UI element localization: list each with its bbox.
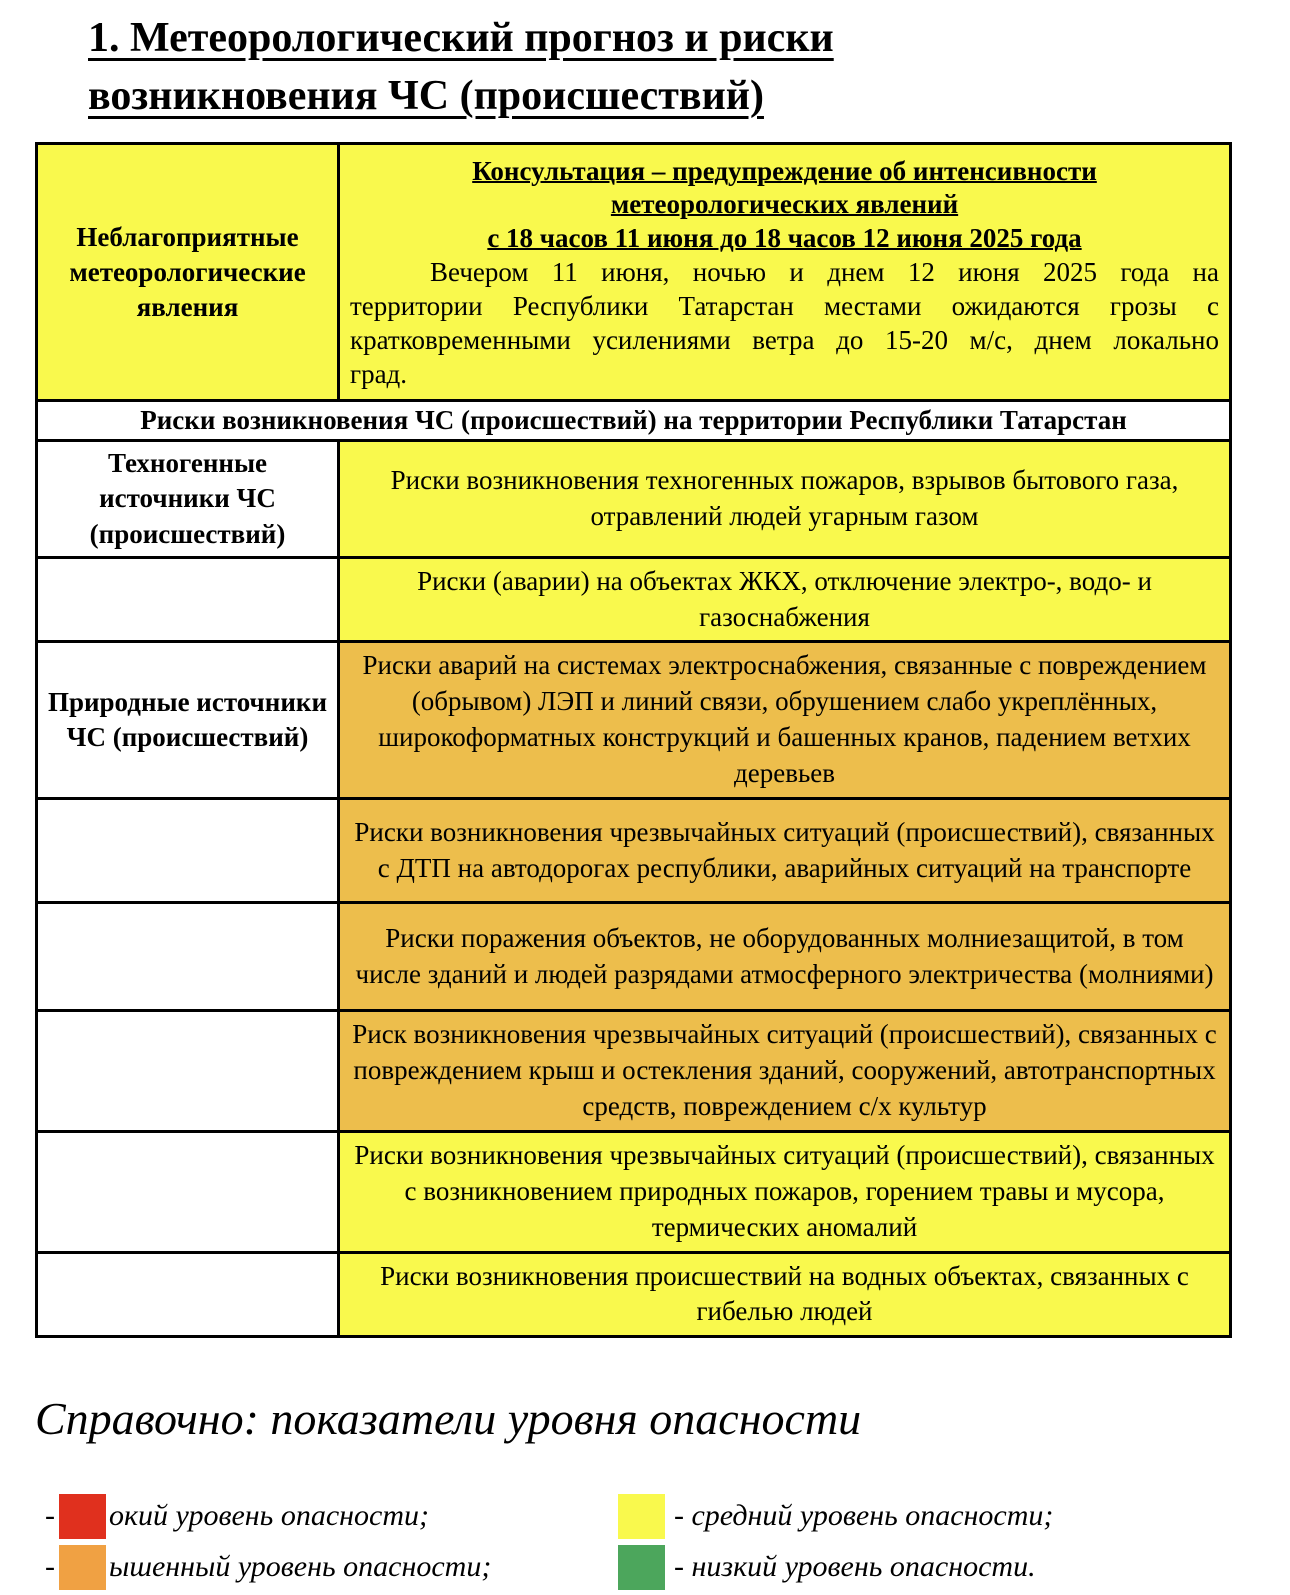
legend-item-medium [618,1493,1053,1539]
consultation-heading-line: с 18 часов 11 июня до 18 часов 12 июня 2025 года [487,222,1082,253]
document-page [0,10,1290,1584]
legend-item-high [45,1493,618,1539]
forecast-table [35,142,1232,1338]
legend-dash: - [45,1499,55,1533]
section-header: Риски возникновения ЧС (происшествий) на территории Республики Татарстан [38,402,1229,439]
source-cell [38,1012,340,1130]
legend-label-medium: - средний уровень опасности; [674,1499,1054,1533]
legend-label-elevated: ышенный уровень опасности; [109,1550,492,1584]
risk-cell: Риски возникновения чрезвычайных ситуаций (происшествий), связанных с ДТП на автодорогах республики, аварийных ситуаций на транспорте [340,800,1229,901]
consultation-body-line: территории Республики Татарстан местами ожидаются грозы с [350,291,1219,322]
legend-dash: - [45,1550,55,1584]
high-danger-swatch [59,1494,106,1539]
consultation-heading-line: метеорологических явлений [610,189,959,220]
source-cell [38,800,340,901]
consultation-body [350,255,1219,391]
source-cell [38,904,340,1009]
consultation-body-line: Вечером 11 июня, ночью и днем 12 июня 2025 года на [430,257,1219,288]
medium-danger-swatch [618,1494,665,1539]
table-row [38,1009,1229,1130]
source-cell-technogenic: Техногенные источники ЧС (происшествий) [38,442,340,555]
source-cell [38,559,340,641]
consultation-body-line: кратковременными усилениями ветра до 15-20 м/с, днем локально [350,325,1219,356]
table-row [38,901,1229,1009]
consultation-cell [340,145,1229,399]
consultation-body-line: град. [350,359,408,390]
risk-cell: Риски возникновения техногенных пожаров, взрывов бытового газа, отравлений людей угарным газом [340,442,1229,555]
risk-cell: Риски (аварии) на объектах ЖКХ, отключение электро-, водо- и газоснабжения [340,559,1229,641]
reference-heading: Справочно: показатели уровня опасности [35,1393,862,1445]
section-header-row [38,399,1229,439]
legend-label-high: окий уровень опасности; [109,1499,429,1533]
source-cell [38,1133,340,1251]
legend-item-elevated [45,1544,618,1590]
table-row [38,640,1229,797]
table-row [38,1251,1229,1336]
elevated-danger-swatch [59,1545,106,1590]
legend-item-low [618,1544,1053,1590]
page-title: 1. Метеорологический прогноз и риски возникновения ЧС (происшествий) [88,15,834,119]
table-row [38,1130,1229,1251]
source-cell-natural: Природные источники ЧС (происшествий) [38,643,340,797]
consultation-heading-line: Консультация – предупреждение об интенсивности [472,155,1097,186]
risk-cell: Риски аварий на системах электроснабжения, связанные с повреждением (обрывом) ЛЭП и линий связи, обрушением слабо укреплённых, широкоформатных конструкций и башенных кранов, падением ветхих деревьев [340,643,1229,797]
risk-cell: Риски возникновения происшествий на водных объектах, связанных с гибелью людей [340,1254,1229,1336]
table-row [38,439,1229,555]
table-row [38,556,1229,641]
legend-left-column [45,1493,618,1595]
table-row [38,797,1229,901]
risk-cell: Риски возникновения чрезвычайных ситуаций (происшествий), связанных с возникновением природных пожаров, горением травы и мусора, термических аномалий [340,1133,1229,1251]
table-row [38,145,1229,399]
source-cell [38,1254,340,1336]
low-danger-swatch [618,1545,665,1590]
risk-cell: Риск возникновения чрезвычайных ситуаций (происшествий), связанных с повреждением крыш и остекления зданий, сооружений, автотранспортных средств, повреждением с/х культур [340,1012,1229,1130]
legend-label-low: - низкий уровень опасности. [674,1550,1036,1584]
risk-cell: Риски поражения объектов, не оборудованных молниезащитой, в том числе зданий и людей разрядами атмосферного электричества (молниями) [340,904,1229,1009]
danger-level-legend [45,1493,1290,1595]
adverse-weather-label: Неблагоприятные метеорологические явления [38,145,340,399]
legend-right-column [618,1493,1053,1595]
